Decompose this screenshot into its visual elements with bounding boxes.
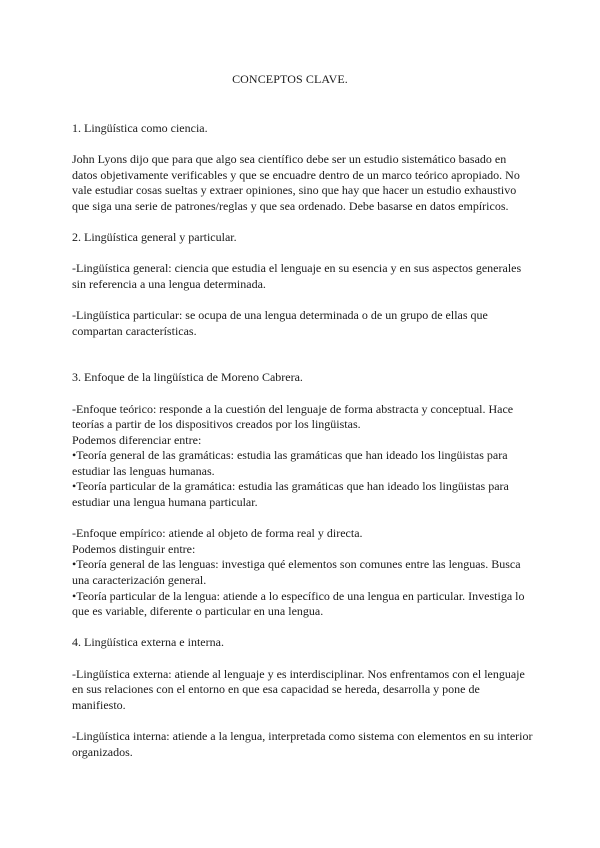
section-1-heading: 1. Lingüística como ciencia. xyxy=(72,121,208,135)
section-3-teorico-bullet-1: •Teoría general de las gramáticas: estudia las gramáticas que han ideado los lingüistas para estudiar las lenguas humanas. xyxy=(72,448,508,478)
section-3-empirico-intro: Podemos distinguir entre: xyxy=(72,541,196,556)
section-2-general: -Lingüística general: ciencia que estudia el lenguaje en su esencia y en sus aspectos generales sin referencia a una lengua determinada. xyxy=(72,261,522,291)
section-3-teorico-bullet-2: •Teoría particular de la gramática: estudia las gramáticas que han ideado los lingüistas para estudiar una lengua humana particular. xyxy=(72,479,509,510)
page-title: CONCEPTOS CLAVE. xyxy=(232,72,348,86)
section-4-externa: -Lingüística externa: atiende al lenguaje y es interdisciplinar. Nos enfrentamos con el lenguaje en sus relaciones con el entorno en que esa capacidad se hereda, desarrolla y pone de manifiesto. xyxy=(72,666,525,712)
section-2-heading: 2. Lingüística general y particular. xyxy=(72,230,237,245)
section-3-teorico: -Enfoque teórico: responde a la cuestión del lenguaje de forma abstracta y conceptual. Hace teorías a partir de los dispositivos creados por los lingüistas. xyxy=(72,401,514,432)
document-body xyxy=(72,121,534,760)
section-3-empirico: -Enfoque empírico: atiende al objeto de forma real y directa. xyxy=(72,526,363,541)
section-3-heading: 3. Enfoque de la lingüística de Moreno Cabrera. xyxy=(72,370,303,385)
section-3-teorico-intro: Podemos diferenciar entre: xyxy=(72,432,202,447)
section-2-particular: -Lingüística particular: se ocupa de una lengua determinada o de un grupo de ellas que compartan características. xyxy=(72,308,488,338)
section-3-empirico-bullet-1: •Teoría general de las lenguas: investiga qué elementos son comunes entre las lenguas. Busca una caracterización general. xyxy=(72,557,521,588)
section-4-interna: -Lingüística interna: atiende a la lengua, interpretada como sistema con elementos en su interior organizados. xyxy=(72,728,533,759)
section-4-heading: 4. Lingüística externa e interna. xyxy=(72,635,224,650)
section-1-paragraph: John Lyons dijo que para que algo sea científico debe ser un estudio sistemático basado en datos objetivamente verificables y que se encuadre dentro de un marco teórico apropiado. No vale estudiar cosas sueltas y extraer opiniones, sino que hay que hacer un estudio exhaustivo que siga una serie de patrones/reglas y que sea ordenado. Debe basarse en datos empíricos. xyxy=(72,152,520,213)
section-3-empirico-bullet-2: •Teoría particular de la lengua: atiende a lo específico de una lengua en particular. Investiga lo que es variable, diferente o particular en una lengua. xyxy=(72,588,525,619)
